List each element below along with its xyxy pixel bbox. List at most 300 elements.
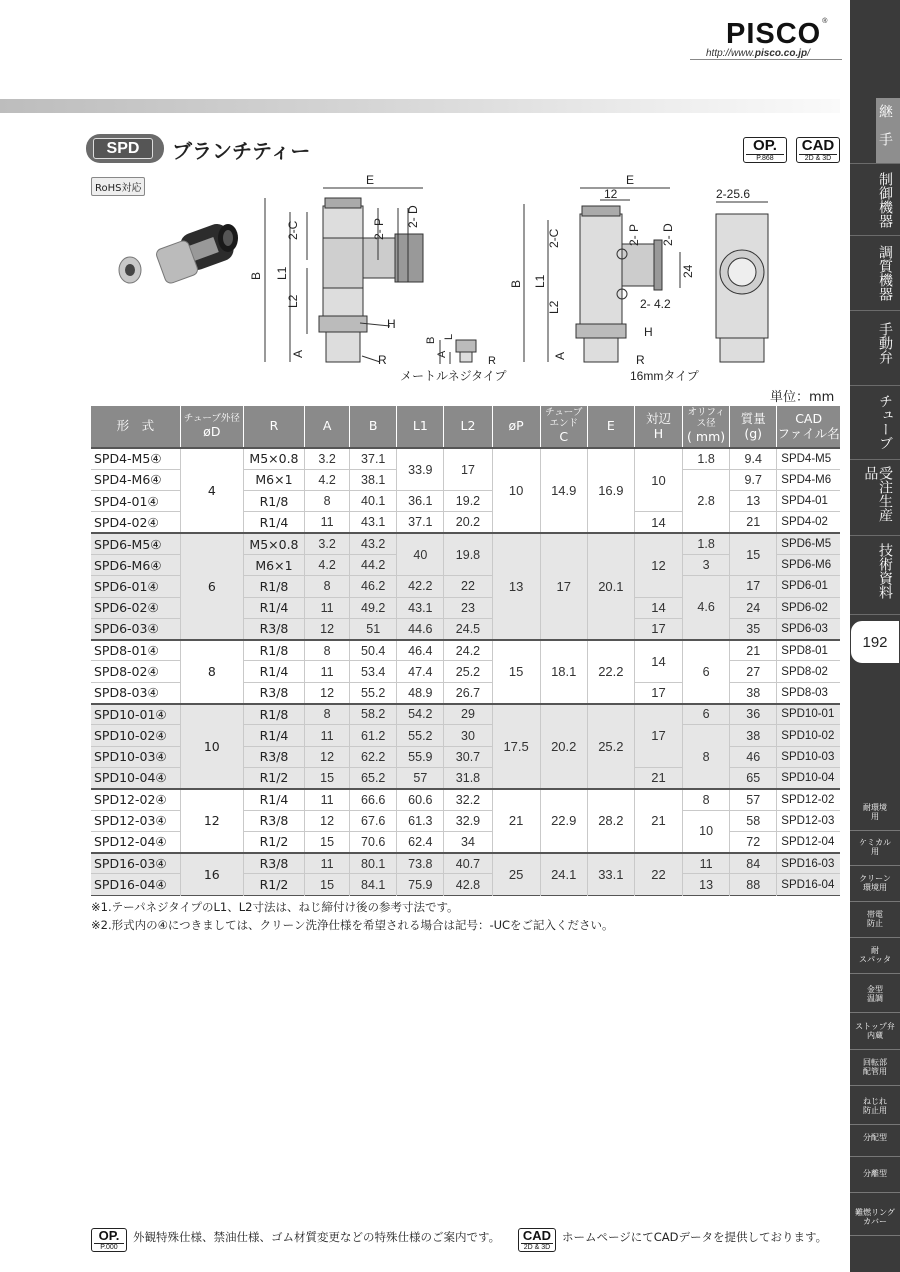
mass-cell: 57 bbox=[730, 789, 777, 810]
a-cell: 4.2 bbox=[305, 469, 350, 490]
orifice-cell: 1.8 bbox=[683, 533, 730, 554]
b-cell: 49.2 bbox=[350, 597, 397, 618]
h-cell: 17 bbox=[634, 618, 682, 639]
l2-cell: 24.2 bbox=[444, 640, 492, 661]
e-cell: 25.2 bbox=[587, 704, 634, 789]
notes bbox=[91, 898, 614, 934]
l2-cell: 40.7 bbox=[444, 853, 492, 874]
h-cell: 21 bbox=[634, 767, 682, 788]
model-cell: SPD12-02④ bbox=[94, 792, 167, 808]
caption-16mm: 16mmタイプ bbox=[630, 369, 699, 383]
b-cell: 46.2 bbox=[350, 576, 397, 597]
l1-cell: 33.9 bbox=[397, 448, 444, 491]
p-cell: 25 bbox=[492, 853, 540, 896]
model-cell: SPD6-M5④ bbox=[91, 533, 180, 554]
p-cell: 15 bbox=[492, 640, 540, 704]
l1-cell: 75.9 bbox=[397, 874, 444, 895]
table-header bbox=[91, 406, 840, 448]
l1-cell: 62.4 bbox=[397, 831, 444, 852]
a-cell: 8 bbox=[305, 640, 350, 661]
r-cell: R3/8 bbox=[243, 810, 304, 831]
note-1: ※1.テーパネジタイプのL1、L2寸法は、ねじ締付け後の参考寸法です。 bbox=[91, 900, 459, 914]
r-cell: R1/4 bbox=[243, 789, 304, 810]
h-cell: 12 bbox=[634, 533, 682, 597]
orifice-cell: 6 bbox=[683, 704, 730, 725]
od-cell: 16 bbox=[180, 853, 243, 896]
model-cell: SPD10-02④ bbox=[91, 725, 180, 746]
subsection-distributor[interactable]: 分配型 bbox=[850, 1121, 900, 1157]
r-cell: R1/8 bbox=[243, 491, 304, 512]
orifice-cell: 3 bbox=[683, 554, 730, 575]
b-cell: 44.2 bbox=[350, 554, 397, 575]
table-row bbox=[91, 789, 840, 810]
col-l2: L2 bbox=[444, 406, 492, 448]
a-cell: 11 bbox=[305, 725, 350, 746]
h-cell: 14 bbox=[634, 512, 682, 533]
c-cell: 14.9 bbox=[540, 448, 587, 533]
mass-cell: 84 bbox=[730, 853, 777, 874]
dim-r-16: R bbox=[636, 353, 645, 367]
mass-cell: 58 bbox=[730, 810, 777, 831]
product-code: SPD bbox=[93, 138, 153, 159]
dim-a-16: A bbox=[553, 351, 567, 360]
cad-cell[interactable]: SPD10-02 bbox=[777, 725, 840, 746]
l1-cell: 42.2 bbox=[397, 576, 444, 597]
model-cell: SPD6-03④ bbox=[91, 618, 180, 639]
sidebar-item-control[interactable]: 制御機器 bbox=[850, 166, 900, 236]
cad-reference-icon[interactable]: CAD 2D & 3D bbox=[796, 137, 840, 163]
l1-cell: 47.4 bbox=[397, 661, 444, 682]
l2-cell: 25.2 bbox=[444, 661, 492, 682]
dim-e-16: E bbox=[626, 173, 635, 187]
l2-cell: 34 bbox=[444, 831, 492, 852]
dim-hole: 2- 4.2 bbox=[640, 297, 671, 311]
col-h: 対辺 H bbox=[634, 406, 682, 448]
cad-cell[interactable]: SPD4-01 bbox=[777, 491, 840, 512]
mass-cell: 13 bbox=[730, 491, 777, 512]
pisco-logo[interactable]: PISCO® bbox=[726, 18, 829, 50]
cad-cell[interactable]: SPD6-03 bbox=[777, 618, 840, 639]
orifice-cell: 11 bbox=[683, 853, 730, 874]
table-row bbox=[91, 704, 840, 725]
model-cell: SPD10-04④ bbox=[91, 767, 180, 788]
l2-cell: 24.5 bbox=[444, 618, 492, 639]
product-title: ブランチティー bbox=[172, 139, 311, 163]
od-cell: 6 bbox=[180, 533, 243, 639]
h-cell: 17 bbox=[634, 682, 682, 703]
model-cell: SPD10-01④ bbox=[91, 704, 180, 725]
metric-dim-r: R bbox=[488, 355, 496, 367]
dim-a: A bbox=[291, 349, 305, 358]
op-footer-icon[interactable]: OP. P.000 bbox=[91, 1228, 127, 1252]
a-cell: 3.2 bbox=[305, 533, 350, 554]
mass-cell: 15 bbox=[730, 533, 777, 576]
c-cell: 22.9 bbox=[540, 789, 587, 853]
header-rule bbox=[690, 59, 842, 60]
group-od-8 bbox=[91, 640, 840, 704]
model-cell: SPD6-02④ bbox=[91, 597, 180, 618]
spec-table bbox=[91, 406, 840, 896]
cad-cell[interactable]: SPD16-03 bbox=[777, 853, 840, 874]
l1-cell: 60.6 bbox=[397, 789, 444, 810]
r-cell: M6×1 bbox=[243, 554, 304, 575]
l1-cell: 40 bbox=[397, 533, 444, 576]
dim-r: R bbox=[378, 353, 387, 367]
dim-2d-16: 2- D bbox=[661, 223, 675, 246]
p-cell: 21 bbox=[492, 789, 540, 853]
dim-l2-16: L2 bbox=[547, 300, 561, 314]
b-cell: 66.6 bbox=[350, 789, 397, 810]
col-mass: 質量 (g) bbox=[730, 406, 777, 448]
r-cell: R1/4 bbox=[243, 661, 304, 682]
h-cell: 14 bbox=[634, 597, 682, 618]
mass-cell: 65 bbox=[730, 767, 777, 788]
r-cell: R3/8 bbox=[243, 682, 304, 703]
l1-cell: 48.9 bbox=[397, 682, 444, 703]
metric-dim-a: A bbox=[436, 350, 448, 358]
e-cell: 20.1 bbox=[587, 533, 634, 639]
cad-footer-icon[interactable]: CAD 2D & 3D bbox=[518, 1228, 556, 1252]
gradient-band bbox=[0, 99, 840, 113]
mass-cell: 46 bbox=[730, 746, 777, 767]
l2-cell: 17 bbox=[444, 448, 492, 491]
dim-l2: L2 bbox=[286, 294, 300, 308]
dim-b: B bbox=[249, 271, 263, 280]
sidebar-item-manual-valve[interactable]: 手動弁 bbox=[850, 316, 900, 386]
model-cell: SPD8-02④ bbox=[94, 664, 159, 680]
cad-cell[interactable]: SPD4-M5 bbox=[777, 448, 840, 469]
b-cell: 53.4 bbox=[350, 661, 397, 682]
model-cell: SPD8-01④ bbox=[94, 643, 159, 659]
e-cell: 22.2 bbox=[587, 640, 634, 704]
orifice-cell: 10 bbox=[683, 810, 730, 853]
b-cell: 61.2 bbox=[350, 725, 397, 746]
model-cell: SPD16-04④ bbox=[91, 874, 180, 895]
b-cell: 58.2 bbox=[350, 704, 397, 725]
sidebar-item-fittings[interactable]: 継 手 bbox=[850, 98, 900, 164]
cad-cell[interactable]: SPD4-M6 bbox=[777, 469, 840, 490]
b-cell: 67.6 bbox=[350, 810, 397, 831]
b-cell: 50.4 bbox=[350, 640, 397, 661]
l1-cell: 57 bbox=[397, 767, 444, 788]
mass-cell: 9.4 bbox=[730, 448, 777, 469]
model-cell: SPD4-01④ bbox=[94, 493, 159, 509]
a-cell: 15 bbox=[305, 831, 350, 852]
cad-cell[interactable]: SPD6-02 bbox=[777, 597, 840, 618]
r-cell: R1/8 bbox=[243, 704, 304, 725]
col-orifice: オリフィス径 ( mm) bbox=[683, 406, 730, 448]
l1-cell: 55.9 bbox=[397, 746, 444, 767]
dim-2-256: 2-25.6 bbox=[716, 187, 751, 201]
a-cell: 12 bbox=[305, 682, 350, 703]
b-cell: 80.1 bbox=[350, 853, 397, 874]
model-cell: SPD6-M6④ bbox=[91, 554, 180, 575]
mass-cell: 36 bbox=[730, 704, 777, 725]
mass-cell: 38 bbox=[730, 725, 777, 746]
model-cell: SPD10-03④ bbox=[91, 746, 180, 767]
e-cell: 28.2 bbox=[587, 789, 634, 853]
model-cell: SPD4-M5④ bbox=[94, 451, 162, 467]
subsection-flame-cover[interactable]: 難燃リング カバー bbox=[850, 1200, 900, 1236]
cad-cell[interactable]: SPD8-02 bbox=[777, 661, 840, 682]
subsection-antistatic[interactable]: 帯電 防止 bbox=[850, 902, 900, 938]
model-cell: SPD4-02④ bbox=[94, 514, 159, 530]
a-cell: 4.2 bbox=[305, 554, 350, 575]
b-cell: 43.1 bbox=[350, 512, 397, 533]
r-cell: M5×0.8 bbox=[243, 448, 304, 469]
subsection-stop-valve[interactable]: ストップ弁 内蔵 bbox=[850, 1014, 900, 1050]
l2-cell: 32.2 bbox=[444, 789, 492, 810]
a-cell: 3.2 bbox=[305, 448, 350, 469]
sidebar-item-conditioning[interactable]: 調質機器 bbox=[850, 239, 900, 311]
group-od-12 bbox=[91, 789, 840, 853]
orifice-cell: 2.8 bbox=[683, 469, 730, 533]
mass-cell: 17 bbox=[730, 576, 777, 597]
a-cell: 11 bbox=[305, 661, 350, 682]
cad-cell[interactable]: SPD8-01 bbox=[777, 640, 840, 661]
col-l1: L1 bbox=[397, 406, 444, 448]
dim-2c: 2-C bbox=[286, 220, 300, 240]
l2-cell: 19.8 bbox=[444, 533, 492, 576]
op-reference-icon[interactable]: OP. P.868 bbox=[743, 137, 787, 163]
l1-cell: 43.1 bbox=[397, 597, 444, 618]
col-p: øP bbox=[492, 406, 540, 448]
a-cell: 8 bbox=[305, 491, 350, 512]
l2-cell: 20.2 bbox=[444, 512, 492, 533]
group-od-16 bbox=[91, 853, 840, 896]
cad-cell[interactable]: SPD12-04 bbox=[777, 831, 840, 852]
a-cell: 11 bbox=[305, 789, 350, 810]
dim-h: H bbox=[387, 317, 396, 331]
unit-label: 単位：mm bbox=[770, 390, 835, 405]
e-cell: 16.9 bbox=[587, 448, 634, 533]
dim-24: 24 bbox=[681, 264, 695, 278]
rohs-badge: RoHS対応 bbox=[91, 177, 145, 196]
cad-cell[interactable]: SPD12-02 bbox=[777, 789, 840, 810]
table-row bbox=[91, 853, 840, 874]
subsection-clean[interactable]: クリーン 環境用 bbox=[850, 866, 900, 902]
c-cell: 20.2 bbox=[540, 704, 587, 789]
b-cell: 51 bbox=[350, 618, 397, 639]
website-url[interactable]: http://www.pisco.co.jp/ bbox=[706, 48, 810, 59]
h-cell: 21 bbox=[634, 789, 682, 853]
table-row bbox=[91, 640, 840, 661]
l1-cell: 37.1 bbox=[397, 512, 444, 533]
cad-cell[interactable]: SPD6-M6 bbox=[777, 554, 840, 575]
table-row bbox=[91, 533, 840, 554]
dim-2p-16: 2- P bbox=[627, 223, 641, 246]
h-cell: 10 bbox=[634, 448, 682, 512]
a-cell: 12 bbox=[305, 618, 350, 639]
subsection-environment[interactable]: 耐環境 用 bbox=[850, 795, 900, 831]
mass-cell: 27 bbox=[730, 661, 777, 682]
dim-12: 12 bbox=[604, 187, 618, 201]
mass-cell: 35 bbox=[730, 618, 777, 639]
col-a: A bbox=[305, 406, 350, 448]
cad-cell[interactable]: SPD10-04 bbox=[777, 767, 840, 788]
orifice-cell: 8 bbox=[683, 725, 730, 789]
b-cell: 55.2 bbox=[350, 682, 397, 703]
subsection-spatter[interactable]: 耐 スパッタ bbox=[850, 938, 900, 974]
a-cell: 11 bbox=[305, 853, 350, 874]
model-cell: SPD4-M6④ bbox=[94, 472, 162, 488]
orifice-cell: 6 bbox=[683, 640, 730, 704]
cad-cell[interactable]: SPD4-02 bbox=[777, 512, 840, 533]
b-cell: 70.6 bbox=[350, 831, 397, 852]
cad-cell[interactable]: SPD12-03 bbox=[777, 810, 840, 831]
mass-cell: 24 bbox=[730, 597, 777, 618]
l1-cell: 55.2 bbox=[397, 725, 444, 746]
h-cell: 17 bbox=[634, 704, 682, 768]
metric-dim-b: B bbox=[425, 336, 437, 344]
col-cad: CAD ファイル名 bbox=[777, 406, 840, 448]
mass-cell: 21 bbox=[730, 640, 777, 661]
sidebar-item-technical[interactable]: 技術資料 bbox=[850, 537, 900, 615]
l2-cell: 30.7 bbox=[444, 746, 492, 767]
r-cell: R3/8 bbox=[243, 746, 304, 767]
r-cell: R1/4 bbox=[243, 512, 304, 533]
16mm-front-view bbox=[716, 202, 768, 362]
model-cell: SPD12-04④ bbox=[94, 834, 167, 850]
l2-cell: 31.8 bbox=[444, 767, 492, 788]
footer-op-text: 外観特殊仕様、禁油仕様、ゴム材質変更などの特殊仕様のご案内です。 bbox=[133, 1230, 501, 1244]
subsection-mold-temp[interactable]: 金型 温調 bbox=[850, 977, 900, 1013]
dim-l1-16: L1 bbox=[533, 274, 547, 288]
r-cell: R1/4 bbox=[243, 725, 304, 746]
group-od-4 bbox=[91, 448, 840, 533]
a-cell: 12 bbox=[305, 746, 350, 767]
model-cell: SPD8-03④ bbox=[94, 685, 159, 701]
caption-metric: メートルネジタイプ bbox=[400, 369, 507, 383]
group-od-6 bbox=[91, 533, 840, 639]
l2-cell: 32.9 bbox=[444, 810, 492, 831]
sidebar-item-tube[interactable]: チューブ bbox=[850, 388, 900, 460]
col-r: R bbox=[243, 406, 304, 448]
dim-l1: L1 bbox=[275, 266, 289, 280]
b-cell: 65.2 bbox=[350, 767, 397, 788]
model-cell: SPD12-03④ bbox=[94, 813, 167, 829]
subsection-chemical[interactable]: ケミカル 用 bbox=[850, 830, 900, 866]
l2-cell: 42.8 bbox=[444, 874, 492, 895]
orifice-cell: 13 bbox=[683, 874, 730, 895]
subsection-anti-twist[interactable]: ねじれ 防止用 bbox=[850, 1089, 900, 1125]
a-cell: 11 bbox=[305, 512, 350, 533]
mass-cell: 21 bbox=[730, 512, 777, 533]
orifice-cell: 4.6 bbox=[683, 576, 730, 640]
cad-cell[interactable]: SPD10-03 bbox=[777, 746, 840, 767]
l1-cell: 61.3 bbox=[397, 810, 444, 831]
a-cell: 8 bbox=[305, 704, 350, 725]
l1-cell: 46.4 bbox=[397, 640, 444, 661]
c-cell: 17 bbox=[540, 533, 587, 639]
footer-cad-text: ホームページにてCADデータを提供しております。 bbox=[562, 1230, 828, 1244]
col-e: E bbox=[587, 406, 634, 448]
cad-cell[interactable]: SPD6-M5 bbox=[777, 533, 840, 554]
col-c: チューブエンド C bbox=[540, 406, 587, 448]
r-cell: R3/8 bbox=[243, 853, 304, 874]
metric-dim-l: L bbox=[443, 333, 455, 340]
b-cell: 84.1 bbox=[350, 874, 397, 895]
l2-cell: 30 bbox=[444, 725, 492, 746]
16mm-side-view bbox=[524, 188, 680, 362]
e-cell: 33.1 bbox=[587, 853, 634, 896]
product-photo bbox=[119, 221, 238, 285]
dim-h-16: H bbox=[644, 325, 653, 339]
dim-2d: 2- D bbox=[406, 205, 420, 228]
od-cell: 4 bbox=[180, 448, 243, 533]
mass-cell: 88 bbox=[730, 874, 777, 895]
mass-cell: 9.7 bbox=[730, 469, 777, 490]
model-cell: SPD16-03④ bbox=[91, 853, 180, 874]
l2-cell: 29 bbox=[444, 704, 492, 725]
c-cell: 18.1 bbox=[540, 640, 587, 704]
mass-cell: 38 bbox=[730, 682, 777, 703]
note-2: ※2.形式内の④につきましては、クリーン洗浄仕様を希望される場合は記号：-UCをご記入ください。 bbox=[91, 918, 614, 932]
model-cell: SPD6-01④ bbox=[91, 576, 180, 597]
p-cell: 10 bbox=[492, 448, 540, 533]
h-cell: 22 bbox=[634, 853, 682, 896]
r-cell: M5×0.8 bbox=[243, 533, 304, 554]
a-cell: 12 bbox=[305, 810, 350, 831]
cad-cell[interactable]: SPD8-03 bbox=[777, 682, 840, 703]
b-cell: 38.1 bbox=[350, 469, 397, 490]
od-cell: 12 bbox=[180, 789, 243, 853]
cad-cell[interactable]: SPD6-01 bbox=[777, 576, 840, 597]
l1-cell: 54.2 bbox=[397, 704, 444, 725]
b-cell: 43.2 bbox=[350, 533, 397, 554]
r-cell: R1/8 bbox=[243, 576, 304, 597]
cad-cell[interactable]: SPD10-01 bbox=[777, 704, 840, 725]
h-cell: 14 bbox=[634, 640, 682, 683]
subsection-separation[interactable]: 分離型 bbox=[850, 1157, 900, 1193]
dim-2p: 2- P bbox=[372, 217, 386, 240]
l2-cell: 19.2 bbox=[444, 491, 492, 512]
dimension-drawings bbox=[90, 168, 850, 388]
group-od-10 bbox=[91, 704, 840, 789]
dim-b-16: B bbox=[509, 279, 523, 288]
od-cell: 8 bbox=[180, 640, 243, 704]
r-cell: R1/2 bbox=[243, 874, 304, 895]
b-cell: 62.2 bbox=[350, 746, 397, 767]
r-cell: R1/8 bbox=[243, 640, 304, 661]
orifice-cell: 1.8 bbox=[683, 448, 730, 469]
a-cell: 15 bbox=[305, 767, 350, 788]
r-cell: M6×1 bbox=[243, 469, 304, 490]
l2-cell: 22 bbox=[444, 576, 492, 597]
a-cell: 15 bbox=[305, 874, 350, 895]
r-cell: R1/4 bbox=[243, 597, 304, 618]
sidebar-item-order-made[interactable]: 受注生産品 bbox=[850, 460, 900, 536]
col-model: 形 式 bbox=[91, 406, 180, 448]
table-row bbox=[91, 448, 840, 469]
mass-cell: 72 bbox=[730, 831, 777, 852]
p-cell: 17.5 bbox=[492, 704, 540, 789]
b-cell: 40.1 bbox=[350, 491, 397, 512]
page-number: 192 bbox=[850, 620, 900, 664]
col-od: チューブ外径 øD bbox=[180, 406, 243, 448]
l2-cell: 23 bbox=[444, 597, 492, 618]
col-b: B bbox=[350, 406, 397, 448]
subsection-rotary[interactable]: 回転部 配管用 bbox=[850, 1050, 900, 1086]
r-cell: R1/2 bbox=[243, 767, 304, 788]
cad-cell[interactable]: SPD16-04 bbox=[777, 874, 840, 895]
l1-cell: 44.6 bbox=[397, 618, 444, 639]
b-cell: 37.1 bbox=[350, 448, 397, 469]
l1-cell: 73.8 bbox=[397, 853, 444, 874]
a-cell: 8 bbox=[305, 576, 350, 597]
p-cell: 13 bbox=[492, 533, 540, 639]
r-cell: R3/8 bbox=[243, 618, 304, 639]
